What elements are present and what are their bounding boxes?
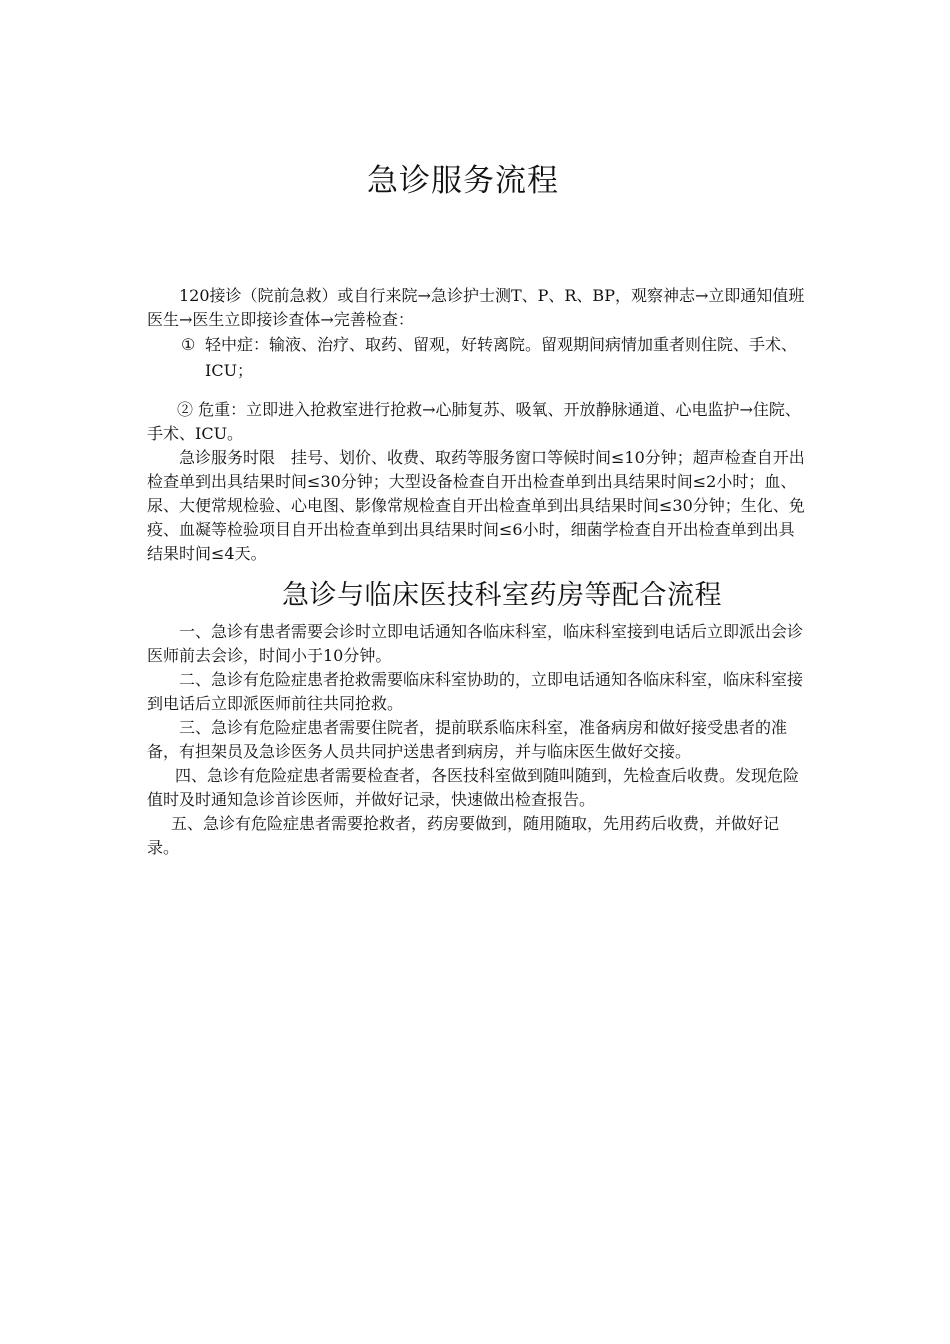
spacer	[147, 384, 807, 398]
page-title: 急诊服务流程	[367, 163, 559, 199]
mild-case-item	[147, 332, 807, 384]
list-item: 三、急诊有危险症患者需要住院者，提前联系临床科室，准备病房和做好接受患者的准备，有担架员及急诊医务人员共同护送患者到病房，并与临床医生做好交接。	[147, 718, 788, 761]
mild-case-text: 轻中症：输液、治疗、取药、留观，好转离院。留观期间病情加重者则住院、手术、ICU；	[205, 335, 798, 380]
list-item: 一、急诊有患者需要会诊时立即电话通知各临床科室，临床科室接到电话后立即派出会诊医师前去会诊，时间小于10分钟。	[147, 622, 804, 665]
list-item: 五、急诊有危险症患者需要抢救者，药房要做到，随用随取，先用药后收费，并做好记录。	[147, 814, 780, 857]
intro-paragraph: 120接诊（院前急救）或自行来院→急诊护士测T、P、R、BP，观察神志→立即通知值班医生→医生立即接诊查体→完善检查：	[147, 286, 805, 329]
circled-one-marker: ①	[181, 335, 196, 354]
document-body	[147, 284, 807, 860]
list-item: 二、急诊有危险症患者抢救需要临床科室协助的，立即电话通知各临床科室，临床科室接到电话后立即派医师前往共同抢救。	[147, 670, 804, 713]
time-limit-paragraph: 急诊服务时限 挂号、划价、收费、取药等服务窗口等候时间≤10分钟；超声检查自开出检查单到出具结果时间≤30分钟；大型设备检查自开出检查单到出具结果时间≤2小时；血、尿、大便常规检验、心电图、影像常规检查自开出检查单到出具结果时间≤30分钟；生化、免疫、血凝等检验项目自开出检查单到出具结果时间≤6小时，细菌学检查自开出检查单到出具结果时间≤4天。	[147, 448, 805, 563]
list-item: 四、急诊有危险症患者需要检查者，各医技科室做到随叫随到，先检查后收费。发现危险值时及时通知急诊首诊医师，并做好记录，快速做出检查报告。	[147, 766, 800, 809]
critical-case-item: ② 危重：立即进入抢救室进行抢救→心肺复苏、吸氧、开放静脉通道、心电监护→住院、手术、ICU。	[147, 400, 801, 443]
section-title: 急诊与临床医技科室药房等配合流程	[282, 580, 722, 611]
